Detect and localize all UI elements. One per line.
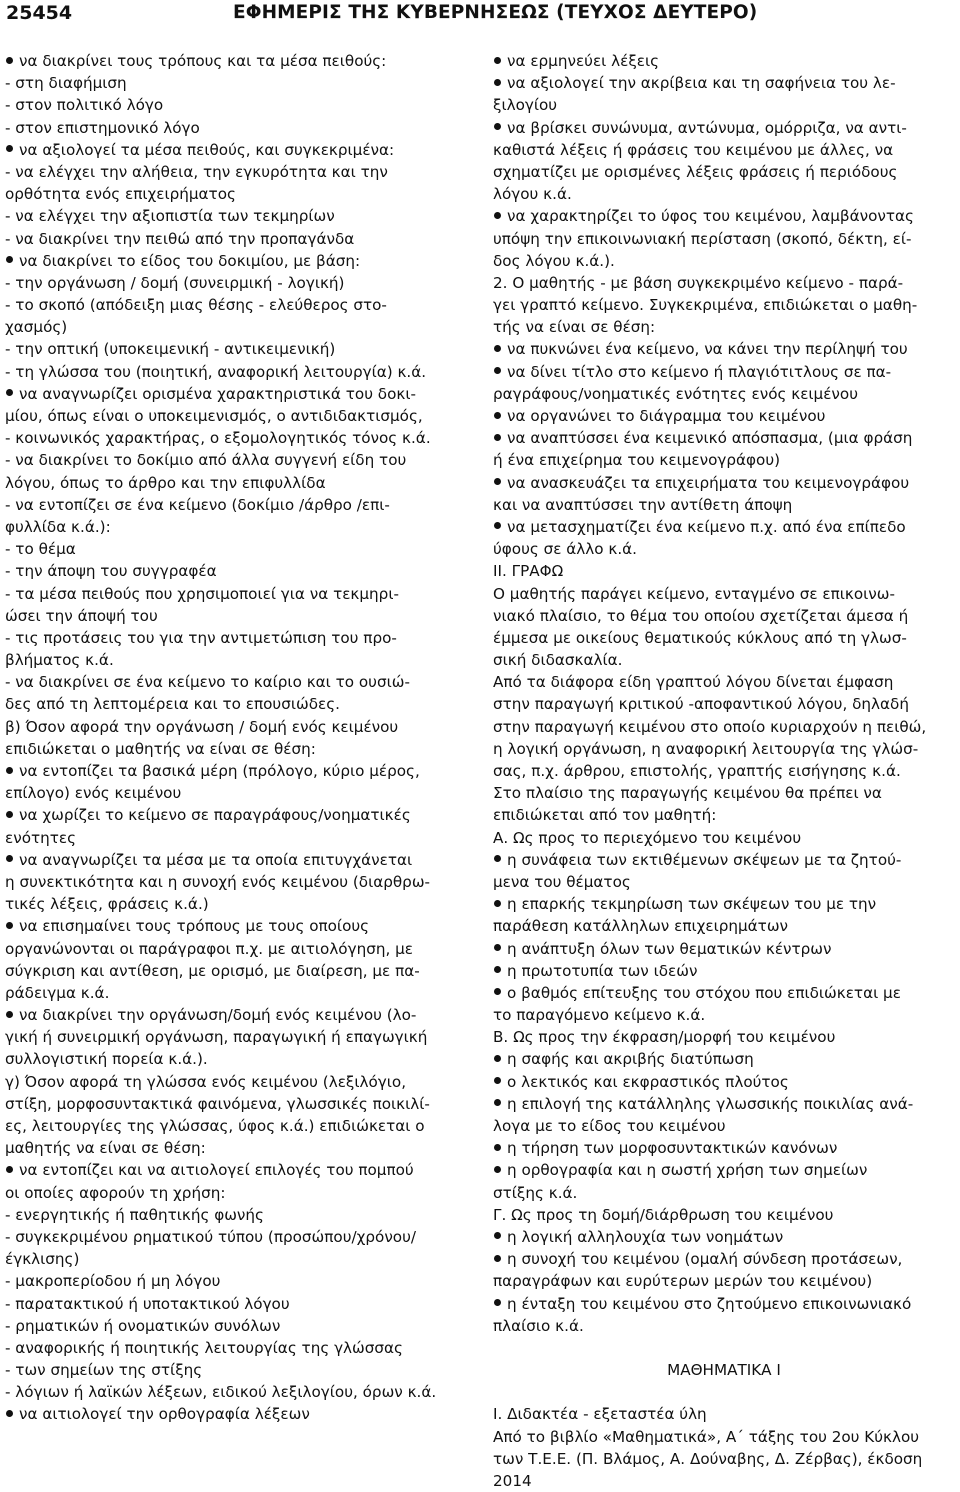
bullet-icon (494, 988, 501, 995)
bullet-icon (6, 256, 13, 263)
bullet-icon (494, 345, 501, 352)
text-line (5, 1337, 467, 1359)
bullet-icon (494, 1232, 501, 1239)
line-text: να ερμηνεύει λέξεις (507, 52, 660, 70)
text-line (5, 294, 467, 316)
text-line (5, 1270, 467, 1292)
line-text: να οργανώνει το διάγραμμα του κειμένου (507, 407, 826, 425)
text-line (493, 1426, 955, 1448)
text-line (493, 982, 955, 1004)
text-line (5, 1248, 467, 1270)
journal-title: ΕΦΗΜΕΡΙΣ ΤΗΣ ΚΥΒΕΡΝΗΣΕΩΣ (ΤΕΥΧΟΣ ΔΕΥΤΕΡΟ) (233, 2, 758, 23)
line-text: να πυκνώνει ένα κείμενο, να κάνει την περίληψή του (507, 340, 908, 359)
text-line (493, 1115, 955, 1137)
text-line (493, 1381, 955, 1403)
text-line (493, 1448, 955, 1470)
line-text: Στο πλαίσιο της παραγωγής κειμένου θα πρέπει να (493, 784, 882, 803)
bullet-icon (6, 57, 13, 64)
line-text: - στον πολιτικό λόγο (5, 96, 164, 115)
line-text: επιδιώκεται από τον μαθητή: (493, 806, 717, 825)
line-text: να μετασχηματίζει ένα κείμενο π.χ. από ένα επίπεδο (507, 517, 906, 536)
section-heading (493, 1359, 955, 1381)
text-line (493, 1403, 955, 1425)
text-line (493, 50, 955, 72)
text-line (493, 1182, 955, 1204)
line-text: η επαρκής τεκμηρίωση των σκέψεων του με την (507, 895, 877, 914)
line-text: πλαίσιο κ.ά. (493, 1316, 584, 1335)
line-text: ώσει την άποψή του (5, 606, 158, 625)
line-text: γική ή συνειρμική οργάνωση, παραγωγική ή επαγωγική (5, 1028, 428, 1047)
line-text: η συνοχή του κειμένου (ομαλή σύνδεση προτάσεων, (507, 1250, 903, 1269)
text-line (493, 228, 955, 250)
text-line (493, 405, 955, 427)
text-line (493, 1137, 955, 1159)
line-text: σας, π.χ. άρθρου, επιστολής, γραπτής εισήγησης κ.ά. (493, 762, 901, 780)
text-line (493, 72, 955, 94)
line-text: τής να είναι σε θέση: (493, 318, 656, 337)
text-line (5, 183, 467, 205)
line-text: ΜΑΘΗΜΑΤΙΚΑ Ι (667, 1361, 781, 1380)
text-line (5, 1093, 467, 1115)
line-text: - την άποψη του συγγραφέα (5, 562, 217, 581)
text-line (5, 671, 467, 693)
line-text: χασμός) (5, 318, 68, 337)
line-text: να βρίσκει συνώνυμα, αντώνυμα, ομόρριζα, να αντι- (507, 118, 907, 137)
line-text: - να διακρίνει το δοκίμιο από άλλα συγγενή είδη του (5, 451, 407, 470)
text-line (493, 117, 955, 139)
bullet-icon (494, 1299, 501, 1306)
text-line (493, 760, 955, 782)
text-line (5, 538, 467, 560)
line-text: υπόψη την επικοινωνιακή περίσταση (σκοπό, δέκτη, εί- (493, 229, 912, 248)
bullet-icon (494, 79, 501, 86)
text-line (5, 361, 467, 383)
line-text: ραγράφους/νοηματικές ενότητες ενός κειμένου (493, 384, 858, 403)
bullet-icon (494, 944, 501, 951)
text-line (5, 1359, 467, 1381)
text-line (5, 405, 467, 427)
line-text: να επισημαίνει τους τρόπους με τους οποίους (19, 917, 370, 936)
bullet-icon (494, 522, 501, 529)
line-text: συλλογιστική πορεία κ.ά.). (5, 1050, 208, 1069)
bullet-icon (494, 1055, 501, 1062)
line-text: επίλογο) ενός κειμένου (5, 784, 182, 803)
bullet-icon (6, 145, 13, 152)
text-line (5, 94, 467, 116)
line-text: να αξιολογεί τα μέσα πειθούς, και συγκεκριμένα: (19, 140, 395, 159)
text-line (5, 893, 467, 915)
text-line (493, 1470, 955, 1492)
line-text: παραγράφων και ευρύτερων μερών του κειμένου) (493, 1272, 873, 1291)
text-line (493, 849, 955, 871)
text-line (493, 738, 955, 760)
bullet-icon (494, 57, 501, 64)
line-text: σύγκριση και αντίθεση, με ορισμό, με διαίρεση, με πα- (5, 961, 420, 980)
text-line (5, 1381, 467, 1403)
text-line (493, 871, 955, 893)
text-line (5, 583, 467, 605)
line-text: - το σκοπό (απόδειξη μιας θέσης - ελεύθερος στο- (5, 296, 387, 315)
line-text: γ) Όσον αφορά τη γλώσσα ενός κειμένου (λεξιλόγιο, (5, 1072, 407, 1091)
line-text: στην παραγωγή κριτικού -αποφαντικού λόγου, δηλαδή (493, 695, 909, 714)
text-line (493, 1315, 955, 1337)
line-text: στίξης κ.ά. (493, 1183, 578, 1202)
bullet-icon (494, 855, 501, 862)
text-line (5, 338, 467, 360)
page-number: 25454 (6, 2, 73, 24)
line-text: Ο μαθητής παράγει κείμενο, ενταγμένο σε επικοινω- (493, 584, 895, 603)
line-text: στην παραγωγή κειμένου στο οποίο κυριαρχούν η πειθώ, (493, 717, 927, 736)
line-text: ενότητες (5, 828, 77, 847)
line-text: 2014 (493, 1472, 532, 1490)
line-text: σική διδασκαλία. (493, 651, 623, 670)
text-line (493, 272, 955, 294)
text-line (5, 627, 467, 649)
bullet-icon (494, 900, 501, 907)
text-line (493, 383, 955, 405)
line-text: να διακρίνει τους τρόπους και τα μέσα πειθούς: (19, 52, 387, 70)
line-text: - να ελέγχει την αλήθεια, την εγκυρότητα και την (5, 162, 388, 181)
text-line (493, 449, 955, 471)
text-line (493, 693, 955, 715)
line-text: να ανασκευάζει τα επιχειρήματα του κειμενογράφου (507, 473, 910, 492)
line-text: βλήματος κ.ά. (5, 651, 114, 670)
bullet-icon (6, 1011, 13, 1018)
text-line (5, 117, 467, 139)
text-line (493, 316, 955, 338)
line-text: ορθότητα ενός επιχειρήματος (5, 185, 236, 204)
text-line (5, 1071, 467, 1093)
line-text: - να ελέγχει την αξιοπιστία των τεκμηρίων (5, 207, 335, 226)
text-line (5, 849, 467, 871)
line-text: να δίνει τίτλο στο κείμενο ή πλαγιότιτλους σε πα- (507, 362, 892, 381)
text-line (493, 649, 955, 671)
text-line (5, 938, 467, 960)
bullet-icon (494, 478, 501, 485)
line-text: να χωρίζει το κείμενο σε παραγράφους/νοηματικές (19, 806, 411, 825)
text-line (5, 960, 467, 982)
text-line (493, 671, 955, 693)
text-line (5, 449, 467, 471)
line-text: σχηματίζει με ορισμένες λέξεις φράσεις ή περιόδους (493, 162, 898, 181)
text-line (5, 1026, 467, 1048)
line-text: - των σημείων της στίξης (5, 1361, 203, 1380)
line-text: Από τα διάφορα είδη γραπτού λόγου δίνεται έμφαση (493, 673, 894, 692)
line-text: τικές λέξεις, φράσεις κ.ά.) (5, 895, 209, 914)
text-line (5, 1315, 467, 1337)
text-line (493, 472, 955, 494)
text-line (5, 760, 467, 782)
bullet-icon (494, 212, 501, 219)
text-line (5, 1048, 467, 1070)
line-text: β) Όσον αφορά την οργάνωση / δομή ενός κειμένου (5, 717, 399, 736)
text-line (5, 827, 467, 849)
bullet-icon (494, 966, 501, 973)
text-line (493, 560, 955, 582)
line-text: Από το βιβλίο «Μαθηματικά», Α΄ τάξης του 2ου Κύκλου (493, 1427, 920, 1446)
line-text: - συγκεκριμένου ρηματικού τύπου (προσώπου/χρόνου/ (5, 1227, 416, 1246)
text-line (5, 1137, 467, 1159)
line-text: οργανώνονται οι παράγραφοι π.χ. με αιτιολόγηση, με (5, 939, 413, 958)
bullet-icon (494, 412, 501, 419)
text-line (493, 1248, 955, 1270)
line-text: δες από τη λεπτομέρεια και το επουσιώδες. (5, 695, 340, 714)
line-text: η επιλογή της κατάλληλης γλωσσικής ποικιλίας ανά- (507, 1094, 914, 1113)
line-text: - να διακρίνει σε ένα κείμενο το καίριο και το ουσιώ- (5, 673, 410, 692)
line-text: και να αναπτύσσει την αντίθετη άποψη (493, 495, 793, 514)
line-text: - κοινωνικός χαρακτήρας, ο εξομολογητικός τόνος κ.ά. (5, 429, 431, 448)
line-text: μαθητής να είναι σε θέση: (5, 1139, 206, 1158)
text-line (493, 960, 955, 982)
text-line (493, 1293, 955, 1315)
bullet-icon (6, 811, 13, 818)
text-line (493, 804, 955, 826)
text-line (5, 250, 467, 272)
bullet-icon (6, 767, 13, 774)
line-text: να εντοπίζει τα βασικά μέρη (πρόλογο, κύριο μέρος, (19, 762, 420, 780)
line-text: - να εντοπίζει σε ένα κείμενο (δοκίμιο /άρθρο /επι- (5, 495, 390, 514)
text-line (5, 982, 467, 1004)
line-text: η συνάφεια των εκτιθέμενων σκέψεων με τα ζητού- (507, 850, 902, 869)
text-line (493, 938, 955, 960)
line-text: Γ. Ως προς τη δομή/διάρθρωση του κειμένου (493, 1205, 834, 1224)
text-line (493, 183, 955, 205)
line-text: 2. Ο μαθητής - με βάση συγκεκριμένο κείμενο - παρά- (493, 273, 904, 292)
text-line (493, 516, 955, 538)
line-text: - μακροπερίοδου ή μη λόγου (5, 1272, 221, 1291)
text-line (5, 804, 467, 826)
line-text: επιδιώκεται ο μαθητής να είναι σε θέση: (5, 739, 316, 758)
line-text: η ανάπτυξη όλων των θεματικών κέντρων (507, 939, 832, 958)
text-line (5, 72, 467, 94)
text-line (5, 1204, 467, 1226)
text-line (493, 1226, 955, 1248)
text-line (5, 139, 467, 161)
line-text: δος λόγου κ.ά.). (493, 251, 615, 270)
bullet-icon (6, 1166, 13, 1173)
line-text: - τη γλώσσα του (ποιητική, αναφορική λειτουργία) κ.ά. (5, 362, 427, 381)
text-line (493, 915, 955, 937)
line-text: - στον επιστημονικό λόγο (5, 118, 200, 137)
text-line (493, 605, 955, 627)
text-line (5, 871, 467, 893)
text-line (493, 250, 955, 272)
line-text: στίξη, μορφοσυντακτικά φαινόμενα, γλωσσικές ποικιλί- (5, 1094, 430, 1113)
text-line (5, 782, 467, 804)
text-line (493, 494, 955, 516)
line-text: λογα με το είδος του κειμένου (493, 1117, 726, 1135)
line-text: ες, λειτουργίες της γλώσσας, ύφος κ.ά.) επιδιώκεται ο (5, 1117, 425, 1135)
text-line (5, 472, 467, 494)
line-text: η ορθογραφία και η σωστή χρήση των σημείων (507, 1161, 868, 1180)
line-text: - τις προτάσεις του για την αντιμετώπιση του προ- (5, 628, 397, 647)
text-line (5, 383, 467, 405)
bullet-icon (494, 1077, 501, 1084)
left-column (5, 50, 467, 1426)
line-text: να αιτιολογεί την ορθογραφία λέξεων (19, 1405, 310, 1424)
line-text: η πρωτοτυπία των ιδεών (507, 961, 698, 980)
text-line (493, 627, 955, 649)
bullet-icon (494, 367, 501, 374)
line-text: λόγου κ.ά. (493, 185, 572, 204)
text-line (493, 361, 955, 383)
line-text: - στη διαφήμιση (5, 74, 127, 93)
line-text: να αναπτύσσει ένα κειμενικό απόσπασμα, (μια φράση (507, 429, 913, 448)
line-text: - ρηματικών ή ονοματικών συνόλων (5, 1316, 281, 1335)
line-text: νιακό πλαίσιο, το θέμα του οποίου σχετίζεται άμεσα ή (493, 606, 909, 625)
line-text: Ι. Διδακτέα - εξεταστέα ύλη (493, 1405, 707, 1424)
text-line (5, 605, 467, 627)
text-line (493, 139, 955, 161)
bullet-icon (494, 434, 501, 441)
text-line (5, 50, 467, 72)
line-text: οι οποίες αφορούν τη χρήση: (5, 1183, 226, 1202)
line-text: η λογική οργάνωση, η αναφορική λειτουργία της γλώσ- (493, 739, 919, 758)
line-text: να χαρακτηρίζει το ύφος του κειμένου, λαμβάνοντας (507, 207, 914, 226)
line-text: να εντοπίζει και να αιτιολογεί επιλογές του πομπού (19, 1161, 414, 1180)
text-line (5, 494, 467, 516)
text-line (493, 716, 955, 738)
line-text: ο λεκτικός και εκφραστικός πλούτος (507, 1072, 789, 1091)
text-line (5, 316, 467, 338)
line-text: ύφους σε άλλο κ.ά. (493, 540, 638, 559)
text-line (5, 915, 467, 937)
line-text: Β. Ως προς την έκφραση/μορφή του κειμένου (493, 1028, 836, 1047)
line-text: να αναγνωρίζει ορισμένα χαρακτηριστικά του δοκι- (19, 384, 416, 403)
text-line (5, 1159, 467, 1181)
bullet-icon (6, 389, 13, 396)
text-line (5, 205, 467, 227)
line-text: λόγου, όπως το άρθρο και την επιφυλλίδα (5, 473, 326, 492)
line-text: - παρατακτικού ή υποτακτικού λόγου (5, 1294, 290, 1313)
line-text: - να διακρίνει την πειθώ από την προπαγάνδα (5, 229, 355, 248)
text-line (5, 560, 467, 582)
line-text: - την οπτική (υποκειμενική - αντικειμενική) (5, 340, 336, 359)
line-text: παράθεση κατάλληλων επιχειρημάτων (493, 917, 789, 936)
text-line (5, 1403, 467, 1425)
text-line (493, 1048, 955, 1070)
line-text: ΙΙ. ΓΡΑΦΩ (493, 562, 564, 581)
text-line (5, 1115, 467, 1137)
line-text: να αναγνωρίζει τα μέσα με τα οποία επιτυγχάνεται (19, 850, 413, 869)
line-text: - το θέμα (5, 540, 76, 559)
line-text: να διακρίνει το είδος του δοκιμίου, με βάση: (19, 251, 361, 270)
text-line (5, 716, 467, 738)
line-text: ξιλογίου (493, 96, 558, 115)
line-text: - ενεργητικής ή παθητικής φωνής (5, 1205, 264, 1224)
text-line (493, 1004, 955, 1026)
bullet-icon (494, 1099, 501, 1106)
text-line (5, 1293, 467, 1315)
text-line (493, 427, 955, 449)
line-text: έγκλισης) (5, 1250, 80, 1269)
line-text: ράδειγμα κ.ά. (5, 983, 110, 1002)
line-text: να διακρίνει την οργάνωση/δομή ενός κειμένου (λο- (19, 1006, 417, 1025)
line-text: γει γραπτό κείμενο. Συγκεκριμένα, επιδιώκεται ο μαθη- (493, 296, 918, 315)
bullet-icon (6, 855, 13, 862)
text-line (493, 161, 955, 183)
text-line (493, 1159, 955, 1181)
line-text: - την οργάνωση / δομή (συνειρμική - λογική) (5, 273, 345, 292)
text-line (493, 294, 955, 316)
line-text: καθιστά λέξεις ή φράσεις του κειμένου με άλλες, να (493, 140, 894, 159)
text-line (5, 272, 467, 294)
line-text: ή ένα επιχείρημα του κειμενογράφου) (493, 451, 781, 470)
text-line (5, 427, 467, 449)
text-line (493, 827, 955, 849)
line-text: η σαφής και ακριβής διατύπωση (507, 1050, 754, 1069)
text-line (493, 94, 955, 116)
text-line (493, 205, 955, 227)
text-line (493, 538, 955, 560)
text-line (5, 1004, 467, 1026)
line-text: η ένταξη του κειμένου στο ζητούμενο επικοινωνιακό (507, 1294, 912, 1313)
text-line (493, 1026, 955, 1048)
text-line (493, 893, 955, 915)
text-line (5, 1182, 467, 1204)
line-text: η τήρηση των μορφοσυντακτικών κανόνων (507, 1139, 838, 1158)
bullet-icon (6, 1410, 13, 1417)
line-text: το παραγόμενο κείμενο κ.ά. (493, 1006, 706, 1025)
bullet-icon (494, 123, 501, 130)
line-text: ο βαθμός επίτευξης του στόχου που επιδιώκεται με (507, 983, 901, 1002)
line-text: Α. Ως προς το περιεχόμενο του κειμένου (493, 828, 802, 847)
line-text: μίου, όπως είναι ο υποκειμενισμός, ο αντιδιδακτισμός, (5, 407, 423, 425)
right-column (493, 50, 955, 1492)
line-text: φυλλίδα κ.ά.): (5, 517, 111, 536)
text-line (493, 1093, 955, 1115)
line-text: - αναφορικής ή ποιητικής λειτουργίας της γλώσσας (5, 1338, 403, 1357)
line-text: η συνεκτικότητα και η συνοχή ενός κειμένου (διαρθρω- (5, 872, 431, 891)
text-line (493, 1270, 955, 1292)
text-line (5, 649, 467, 671)
text-line (493, 1204, 955, 1226)
text-line (5, 693, 467, 715)
bullet-icon (6, 922, 13, 929)
text-line (5, 738, 467, 760)
text-line (493, 1337, 955, 1359)
text-line (493, 583, 955, 605)
line-text: - τα μέσα πειθούς που χρησιμοποιεί για να τεκμηρι- (5, 584, 399, 603)
text-line (493, 338, 955, 360)
line-text: μενα του θέματος (493, 872, 631, 891)
bullet-icon (494, 1166, 501, 1173)
line-text: - λόγιων ή λαϊκών λέξεων, ειδικού λεξιλογίου, όρων κ.ά. (5, 1383, 437, 1402)
text-line (5, 161, 467, 183)
line-text: να αξιολογεί την ακρίβεια και τη σαφήνεια του λε- (507, 74, 896, 93)
page-header (0, 0, 960, 34)
text-line (5, 228, 467, 250)
line-text: η λογική αλληλουχία των νοημάτων (507, 1227, 784, 1246)
text-line (5, 516, 467, 538)
line-text: των Τ.Ε.Ε. (Π. Βλάμος, Α. Δούναβης, Δ. Ζέρβας), έκδοση (493, 1449, 923, 1468)
bullet-icon (494, 1255, 501, 1262)
text-line (493, 1071, 955, 1093)
text-line (493, 782, 955, 804)
line-text: έμμεσα με οικείους θεματικούς κύκλους από τη γλωσ- (493, 628, 907, 647)
text-line (5, 1226, 467, 1248)
bullet-icon (494, 1144, 501, 1151)
